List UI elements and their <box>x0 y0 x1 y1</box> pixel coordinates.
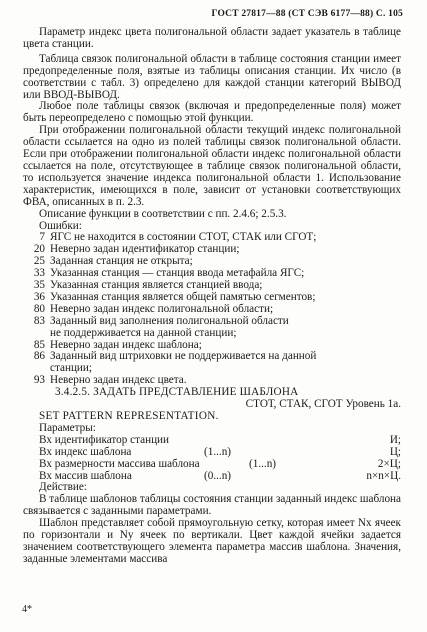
section-english-name: SET PATTERN REPRESENTATION. <box>39 410 219 422</box>
param-range: (1...n) <box>204 445 232 458</box>
action-paragraph-2: Шаблон представляет собой прямоугольную сетку, которая имеет Nx ячеек по горизонтали и Ny ячеек по вертикали. Цвет каждой ячейки задается значением соответствующего элемента параметра массив шаблона. Значения, заданные элементами массива <box>23 517 401 565</box>
params-label: Параметры: <box>39 421 96 434</box>
error-code: 7 <box>39 231 45 244</box>
error-text: не поддерживается на данной станции; <box>50 326 237 339</box>
action-label: Действие: <box>39 481 87 494</box>
error-text: Заданный вид заполнения полигональной области <box>50 314 289 327</box>
param-range: (0...n) <box>204 469 232 482</box>
section-heading: 3.4.2.5. ЗАДАТЬ ПРЕДСТАВЛЕНИЕ ШАБЛОНА <box>55 386 299 399</box>
param-name: идентификатор станции <box>54 433 170 446</box>
param-type: 2×Ц; <box>377 457 401 470</box>
paragraph-description: Описание функции в соответствии с пп. 2.4.6; 2.5.3. <box>39 207 287 220</box>
param-type: Ц; <box>389 445 401 458</box>
error-item <box>23 304 401 316</box>
error-code: 83 <box>33 314 45 327</box>
param-type: n×n×Ц. <box>366 469 401 482</box>
section-states-level: СТОТ, СТАК, СГОТ Уровень 1а. <box>245 398 401 411</box>
error-item <box>23 316 401 328</box>
error-text: Заданная станция не открыта; <box>50 255 193 268</box>
paragraph-display: При отображении полигональной области текущий индекс полигональной области ссылается на одно из полей таблицы связок полигональной области. Если при отображении полигональной области индекс полигональной области ссылается на поле, отсутствующее в таблице связок полигональной области, то используется значение индекса полигональной области 1. Использование характеристик, имеющихся в поле, зависит от установки соответствующих ФВА, описанных в п. 2.3. <box>23 124 401 208</box>
page-header: ГОСТ 27817—88 (СТ СЭВ 6177—88) С. 105 <box>211 9 403 19</box>
error-text: Неверно задан индекс полигональной области; <box>50 302 274 315</box>
error-list <box>23 232 401 387</box>
error-text: станции; <box>50 362 93 375</box>
paragraph-color-index: Параметр индекс цвета полигональной области задает указатель в таблице цвета станции. <box>23 26 401 50</box>
error-code: 80 <box>33 302 45 315</box>
error-text: Заданный вид штриховки не поддерживается на данной <box>50 350 317 363</box>
param-direction: Вх <box>39 433 52 446</box>
error-text: Указанная станция является станцией ввода; <box>50 279 263 292</box>
error-item-continuation <box>23 328 401 340</box>
param-name: массив шаблона <box>54 469 132 482</box>
error-code: 20 <box>33 243 45 256</box>
error-text: Неверно задан индекс цвета. <box>50 374 187 387</box>
error-code: 93 <box>33 374 45 387</box>
paragraph-link-table: Таблица связок полигональной области в таблице состояния станции имеет предопределенные поля, взятые из таблицы описания станции. Их число (в соответствии с табл. 3) определено для каждой станции категорий ВЫВОД или ВВОД-ВЫВОД. <box>23 52 401 101</box>
error-text: Неверно задан индекс шаблона; <box>50 338 202 351</box>
error-text: Указанная станция является общей памятью сегментов; <box>50 290 316 303</box>
page-body <box>23 27 401 566</box>
error-code: 35 <box>33 279 45 292</box>
param-range: (1...n) <box>249 457 277 470</box>
error-code: 86 <box>33 350 45 363</box>
param-direction: Вх <box>39 457 52 470</box>
error-code: 25 <box>33 255 45 268</box>
param-name: индекс шаблона <box>54 445 132 458</box>
param-direction: Вх <box>39 469 52 482</box>
paragraph-redefine: Любое поле таблицы связок (включая и предопределенные поля) может быть переопределено с помощью этой функции. <box>23 100 401 125</box>
error-code: 33 <box>33 267 45 280</box>
errors-label: Ошибки: <box>39 219 82 232</box>
error-text: Неверно задан идентификатор станции; <box>50 243 240 256</box>
action-paragraph-1: В таблице шаблонов таблицы состояния станции заданный индекс шаблона связывается с заданными параметрами. <box>23 493 401 518</box>
error-text: Указанная станция — станция ввода метафайла ЯГС; <box>50 267 305 280</box>
error-text: ЯГС не находится в состоянии СТОТ, СТАК или СГОТ; <box>50 231 317 244</box>
param-type: И; <box>389 433 401 446</box>
page-footer-mark: 4* <box>22 604 32 615</box>
param-name: размерности массива шаблона <box>54 457 200 470</box>
param-direction: Вх <box>39 445 52 458</box>
error-code: 36 <box>33 290 45 303</box>
error-code: 85 <box>33 338 45 351</box>
